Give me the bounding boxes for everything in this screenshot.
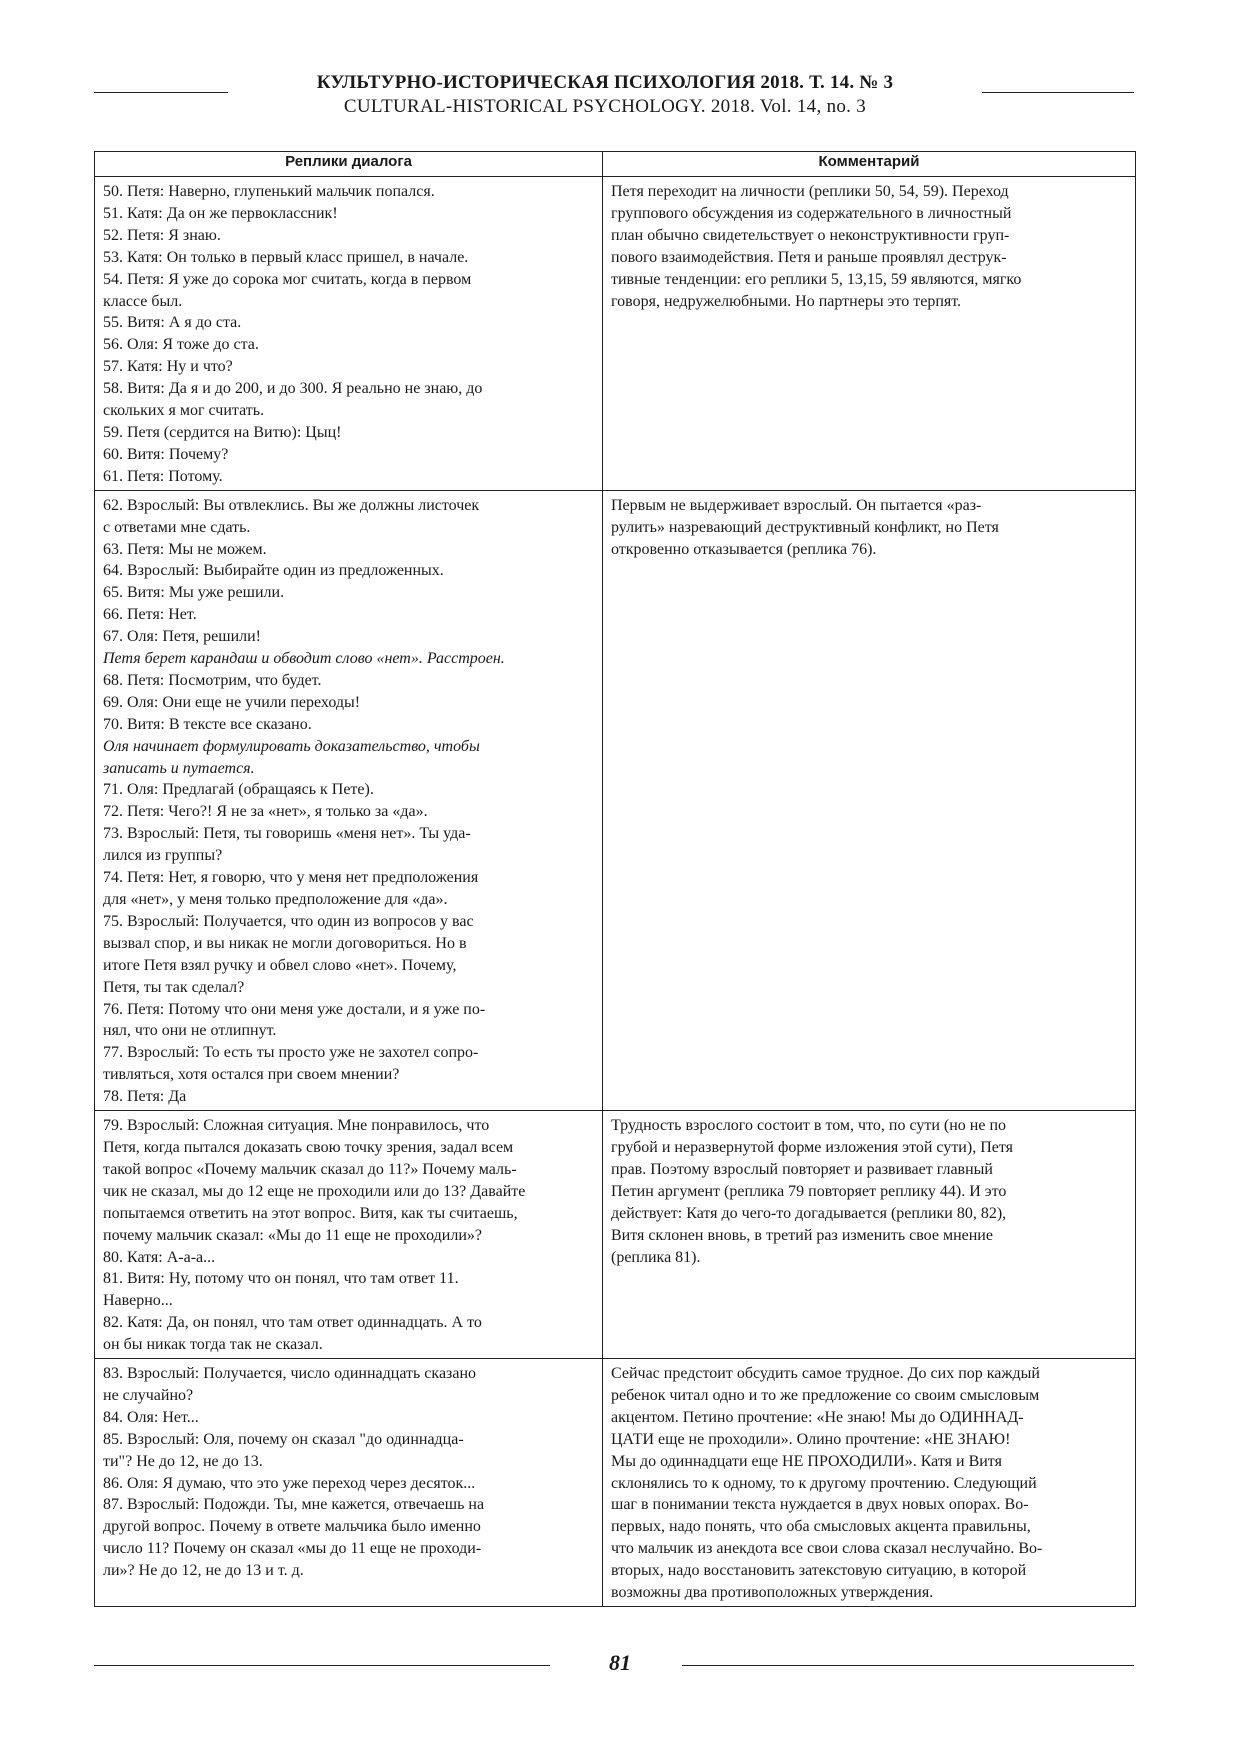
- comment-cell: [603, 1111, 1136, 1359]
- dialogue-line: 83. Взрослый: Получается, число одиннадцать сказано: [103, 1365, 477, 1383]
- comment-line: Сейчас предстоит обсудить самое трудное. До сих пор каждый: [611, 1365, 1040, 1383]
- column-header-comment: Комментарий: [603, 152, 1136, 177]
- comment-line: Петин аргумент (реплика 79 повторяет реплику 44). И это: [611, 1182, 1007, 1200]
- dialogue-line: 63. Петя: Мы не можем.: [103, 540, 267, 558]
- dialogue-line: 77. Взрослый: То есть ты просто уже не захотел сопро-: [103, 1044, 479, 1062]
- comment-line: возможны два противоположных утверждения.: [611, 1584, 934, 1602]
- dialogue-line: 86. Оля: Я думаю, что это уже переход через десяток...: [103, 1474, 476, 1492]
- dialogue-line: Оля начинает формулировать доказательство, чтобы: [103, 737, 480, 755]
- dialogue-line: 80. Катя: А-а-а...: [103, 1248, 216, 1266]
- comment-line: действует: Катя до чего-то догадывается (реплики 80, 82),: [611, 1204, 1007, 1222]
- dialogue-line: 73. Взрослый: Петя, ты говоришь «меня нет». Ты уда-: [103, 825, 471, 843]
- comment-line: склонялись то к одному, то к другому прочтению. Следующий: [611, 1474, 1037, 1492]
- dialogue-line: 59. Петя (сердится на Витю): Цыц!: [103, 423, 342, 441]
- dialogue-line: с ответами мне сдать.: [103, 518, 251, 536]
- dialogue-line: лился из группы?: [103, 847, 223, 865]
- dialogue-line: он бы никак тогда так не сказал.: [103, 1336, 323, 1354]
- comment-line: план обычно свидетельствует о неконструктивности груп-: [611, 226, 1010, 244]
- dialogue-line: 82. Катя: Да, он понял, что там ответ одиннадцать. А то: [103, 1314, 482, 1332]
- table-row: [95, 490, 1136, 1110]
- dialogue-line: тивляться, хотя остался при своем мнении?: [103, 1066, 400, 1084]
- dialogue-line: 53. Катя: Он только в первый класс пришел, в начале.: [103, 248, 469, 266]
- dialogue-line: Петя, ты так сделал?: [103, 978, 245, 996]
- dialogue-line: итоге Петя взял ручку и обвел слово «нет». Почему,: [103, 956, 457, 974]
- journal-title-en: CULTURAL-HISTORICAL PSYCHOLOGY. 2018. Vol. 14, no. 3: [343, 96, 867, 117]
- dialogue-line: Петя берет карандаш и обводит слово «нет». Расстроен.: [103, 650, 505, 668]
- header-rule-right: [982, 92, 1134, 93]
- dialogue-line: 87. Взрослый: Подожди. Ты, мне кажется, отвечаешь на: [103, 1496, 485, 1514]
- dialogue-line: 69. Оля: Они еще не учили переходы!: [103, 693, 361, 711]
- dialogue-line: 62. Взрослый: Вы отвлеклись. Вы же должны листочек: [103, 496, 480, 514]
- table-row: [95, 177, 1136, 491]
- comment-line: прав. Поэтому взрослый повторяет и развивает главный: [611, 1160, 993, 1178]
- dialogue-table: [94, 151, 1136, 1607]
- dialogue-line: Наверно...: [103, 1292, 173, 1310]
- comment-line: акцентом. Петино прочтение: «Не знаю! Мы до ОДИННАД-: [611, 1408, 1024, 1426]
- dialogue-cell: [95, 177, 603, 491]
- dialogue-line: 71. Оля: Предлагай (обращаясь к Пете).: [103, 781, 374, 799]
- table-row: [95, 1111, 1136, 1359]
- dialogue-line: 61. Петя: Потому.: [103, 467, 223, 485]
- dialogue-line: 78. Петя: Да: [103, 1088, 187, 1106]
- dialogue-line: 64. Взрослый: Выбирайте один из предложенных.: [103, 562, 444, 580]
- dialogue-line: 68. Петя: Посмотрим, что будет.: [103, 671, 322, 689]
- dialogue-line: 52. Петя: Я знаю.: [103, 226, 221, 244]
- dialogue-line: 85. Взрослый: Оля, почему он сказал "до одиннадца-: [103, 1430, 464, 1448]
- comment-line: Витя склонен вновь, в третий раз изменить свое мнение: [611, 1226, 993, 1244]
- dialogue-line: 56. Оля: Я тоже до ста.: [103, 336, 259, 354]
- dialogue-line: 84. Оля: Нет...: [103, 1408, 199, 1426]
- page-number: 81: [609, 1650, 631, 1675]
- dialogue-line: 81. Витя: Ну, потому что он понял, что там ответ 11.: [103, 1270, 459, 1288]
- dialogue-line: 54. Петя: Я уже до сорока мог считать, когда в первом: [103, 270, 472, 288]
- dialogue-line: 57. Катя: Ну и что?: [103, 358, 233, 376]
- comment-line: пового взаимодействия. Петя и раньше проявлял деструк-: [611, 248, 1007, 266]
- dialogue-line: нял, что они не отлипнут.: [103, 1022, 277, 1040]
- dialogue-line: вызвал спор, и вы никак не могли договориться. Но в: [103, 934, 467, 952]
- dialogue-line: 51. Катя: Да он же первоклассник!: [103, 204, 338, 222]
- dialogue-line: другой вопрос. Почему в ответе мальчика было именно: [103, 1518, 481, 1536]
- comment-line: грубой и неразвернутой форме изложения этой сути), Петя: [611, 1138, 1013, 1156]
- comment-line: ребенок читал одно и то же предложение со своим смысловым: [611, 1386, 1040, 1404]
- dialogue-line: не случайно?: [103, 1386, 194, 1404]
- dialogue-line: 79. Взрослый: Сложная ситуация. Мне понравилось, что: [103, 1117, 490, 1135]
- table-header-row: [95, 152, 1136, 177]
- dialogue-line: 76. Петя: Потому что они меня уже достали, и я уже по-: [103, 1000, 486, 1018]
- comment-line: Мы до одиннадцати еще НЕ ПРОХОДИЛИ». Катя и Витя: [611, 1452, 1002, 1470]
- header-rule-left: [94, 92, 228, 93]
- comment-line: (реплика 81).: [611, 1248, 701, 1266]
- dialogue-line: такой вопрос «Почему мальчик сказал до 11?» Почему маль-: [103, 1160, 517, 1178]
- dialogue-cell: [95, 1359, 603, 1607]
- comment-line: ЦАТИ еще не проходили». Олино прочтение: «НЕ ЗНАЮ!: [611, 1430, 1011, 1448]
- dialogue-line: 50. Петя: Наверно, глупенький мальчик попался.: [103, 183, 435, 200]
- comment-line: вторых, надо восстановить затекстовую ситуацию, в которой: [611, 1562, 1027, 1580]
- dialogue-line: 70. Витя: В тексте все сказано.: [103, 715, 312, 733]
- dialogue-line: 65. Витя: Мы уже решили.: [103, 584, 285, 602]
- dialogue-cell: [95, 490, 603, 1110]
- column-header-dialogue: Реплики диалога: [95, 152, 603, 177]
- comment-line: говоря, недружелюбными. Но партнеры это терпят.: [611, 292, 962, 310]
- dialogue-line: 74. Петя: Нет, я говорю, что у меня нет предположения: [103, 869, 479, 887]
- dialogue-line: скольких я мог считать.: [103, 402, 265, 420]
- comment-cell: [603, 177, 1136, 491]
- table-row: [95, 1359, 1136, 1607]
- table-body: [95, 177, 1136, 1607]
- footer-rule-right: [682, 1665, 1134, 1666]
- dialogue-line: почему мальчик сказал: «Мы до 11 еще не проходили»?: [103, 1226, 483, 1244]
- comment-line: Трудность взрослого состоит в том, что, по сути (но не по: [611, 1117, 1007, 1135]
- dialogue-line: 60. Витя: Почему?: [103, 445, 229, 463]
- dialogue-line: 66. Петя: Нет.: [103, 606, 197, 624]
- comment-line: шаг в понимании текста нуждается в двух новых опорах. Во-: [611, 1496, 1029, 1514]
- dialogue-line: 67. Оля: Петя, решили!: [103, 628, 261, 646]
- dialogue-line: чик не сказал, мы до 12 еще не проходили или до 13? Давайте: [103, 1182, 526, 1200]
- comment-line: откровенно отказывается (реплика 76).: [611, 540, 877, 558]
- dialogue-line: 55. Витя: А я до ста.: [103, 314, 242, 332]
- comment-line: тивные тенденции: его реплики 5, 13,15, 59 являются, мягко: [611, 270, 1022, 288]
- dialogue-line: 58. Витя: Да я и до 200, и до 300. Я реально не знаю, до: [103, 380, 483, 398]
- dialogue-line: классе был.: [103, 292, 183, 310]
- dialogue-line: записать и путается.: [103, 759, 255, 777]
- footer-rule-left: [94, 1665, 550, 1666]
- dialogue-line: ти"? Не до 12, не до 13.: [103, 1452, 263, 1470]
- comment-line: первых, надо понять, что оба смысловых акцента правильны,: [611, 1518, 1031, 1536]
- dialogue-line: 75. Взрослый: Получается, что один из вопросов у вас: [103, 912, 474, 930]
- dialogue-line: Петя, когда пытался доказать свою точку зрения, задал всем: [103, 1138, 514, 1156]
- comment-line: Первым не выдерживает взрослый. Он пытается «раз-: [611, 496, 982, 514]
- comment-cell: [603, 490, 1136, 1110]
- dialogue-line: число 11? Почему он сказал «мы до 11 еще не проходи-: [103, 1540, 482, 1558]
- dialogue-line: ли»? Не до 12, не до 13 и т. д.: [103, 1562, 304, 1580]
- comment-line: рулить» назревающий деструктивный конфликт, но Петя: [611, 518, 999, 536]
- dialogue-cell: [95, 1111, 603, 1359]
- comment-cell: [603, 1359, 1136, 1607]
- comment-line: что мальчик из анекдота все свои слова сказал неслучайно. Во-: [611, 1540, 1043, 1558]
- comment-line: Петя переходит на личности (реплики 50, 54, 59). Переход: [611, 183, 1009, 200]
- dialogue-line: 72. Петя: Чего?! Я не за «нет», я только за «да».: [103, 803, 428, 821]
- dialogue-line: для «нет», у меня только предположение для «да».: [103, 891, 448, 908]
- journal-title-ru: КУЛЬТУРНО-ИСТОРИЧЕСКАЯ ПСИХОЛОГИЯ 2018. Т. 14. № 3: [316, 72, 894, 93]
- dialogue-line: попытаемся ответить на этот вопрос. Витя, как ты считаешь,: [103, 1204, 518, 1222]
- comment-line: группового обсуждения из содержательного в личностный: [611, 204, 1012, 222]
